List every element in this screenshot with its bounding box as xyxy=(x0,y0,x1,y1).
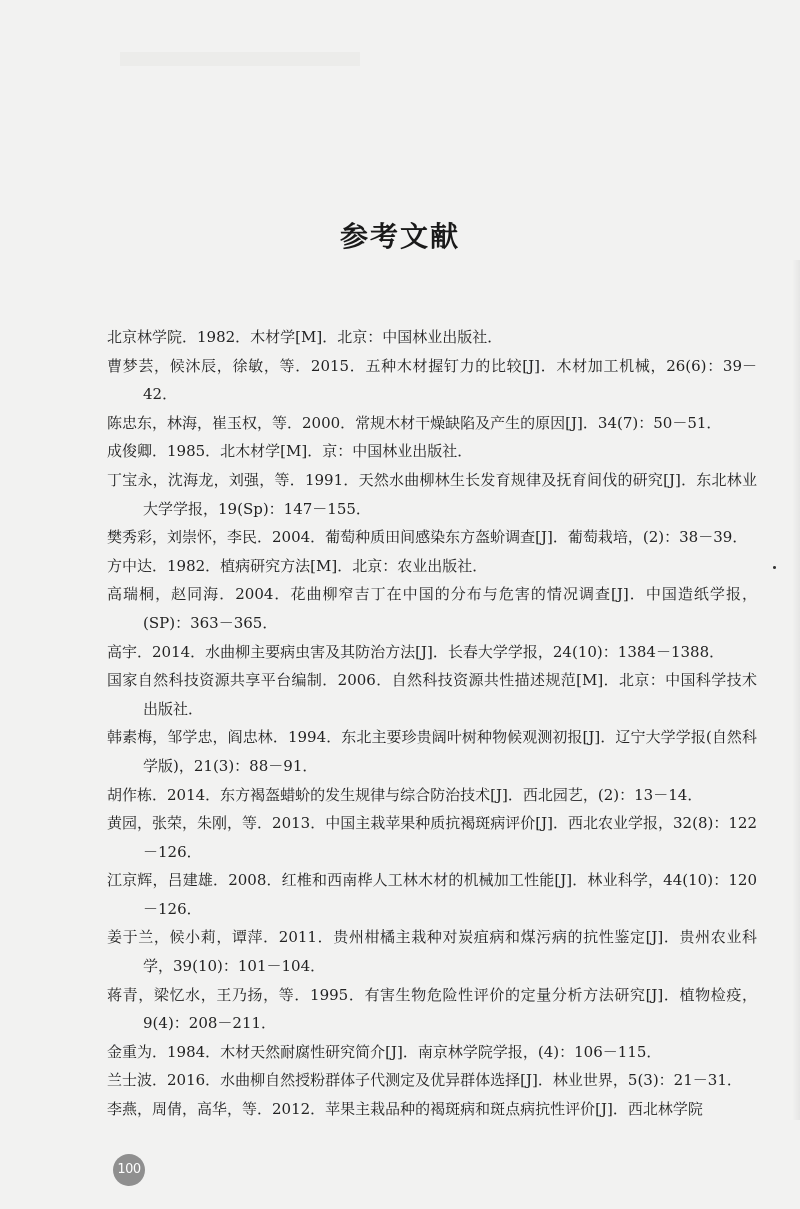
page-edge-shadow xyxy=(792,260,800,1120)
reference-entry: 兰士波．2016．水曲柳自然授粉群体子代测定及优异群体选择[J]．林业世界，5(3)：21－31． xyxy=(107,1071,742,1090)
reference-entry: 丁宝永，沈海龙，刘强，等．1991．天然水曲柳林生长发育规律及抚育间伐的研究[J]．东北林业大学学报，19(Sp)：147－155． xyxy=(107,470,757,518)
reference-entry: 国家自然科技资源共享平台编制．2006．自然科技资源共性描述规范[M]．北京：中国科学技术出版社． xyxy=(107,671,757,718)
reference-entry: 黄园，张荣，朱刚，等．2013．中国主栽苹果种质抗褐斑病评价[J]．西北农业学报，32(8)：122－126． xyxy=(107,814,757,861)
reference-entry: 方中达．1982．植病研究方法[M]．北京：农业出版社． xyxy=(107,556,488,575)
reference-entry: 北京林学院．1982．木材学[M]．北京：中国林业出版社． xyxy=(107,328,503,346)
reference-entry: 金重为．1984．木材天然耐腐性研究简介[J]．南京林学院学报，(4)：106－115． xyxy=(107,1042,662,1061)
reference-entry: 李燕，周倩，高华，等．2012．苹果主栽品种的褐斑病和斑点病抗性评价[J]．西北林学院 xyxy=(107,1100,703,1119)
page-number-badge: 100 xyxy=(113,1154,145,1186)
reference-entry: 成俊卿．1985．北木材学[M]．京：中国林业出版社． xyxy=(107,442,473,461)
reference-entry: 陈忠东，林海，崔玉权，等．2000．常规木材干燥缺陷及产生的原因[J]．34(7)：50－51． xyxy=(107,413,722,432)
reference-entry: 曹梦芸，候沐辰，徐敏，等．2015．五种木材握钉力的比较[J]．木材加工机械，26(6)：39－42． xyxy=(107,356,757,404)
reference-entry: 高瑞桐，赵同海．2004．花曲柳窄吉丁在中国的分布与危害的情况调查[J]．中国造纸学报，(SP)：363－365． xyxy=(107,585,757,632)
reference-entry: 姜于兰，候小莉，谭萍．2011．贵州柑橘主栽种对炭疽病和煤污病的抗性鉴定[J]．贵州农业科学，39(10)：101－104． xyxy=(107,928,757,976)
reference-entry: 江京辉，吕建雄．2008．红椎和西南桦人工林木材的机械加工性能[J]．林业科学，44(10)：120－126． xyxy=(107,871,757,918)
reference-entry: 高宇．2014．水曲柳主要病虫害及其防治方法[J]．长春大学学报，24(10)：1384－1388． xyxy=(107,642,725,661)
reference-list xyxy=(107,323,757,1124)
reference-entry: 樊秀彩，刘崇怀，李民．2004．葡萄种质田间感染东方盔蚧调查[J]．葡萄栽培，(2)：38－39． xyxy=(107,528,748,547)
reference-entry: 韩素梅，邹学忠，阎忠林．1994．东北主要珍贵阔叶树种物候观测初报[J]．辽宁大学学报(自然科学版)，21(3)：88－91． xyxy=(107,728,757,775)
faded-running-header xyxy=(120,52,360,66)
stray-ink-dot xyxy=(773,566,776,569)
reference-entry: 蒋青，梁忆水，王乃扬，等．1995．有害生物危险性评价的定量分析方法研究[J]．植物检疫，9(4)：208－211． xyxy=(107,985,757,1033)
reference-entry: 胡作栋．2014．东方褐盔蜡蚧的发生规律与综合防治技术[J]．西北园艺，(2)：13－14． xyxy=(107,785,703,804)
page-title: 参考文献 xyxy=(339,219,460,253)
